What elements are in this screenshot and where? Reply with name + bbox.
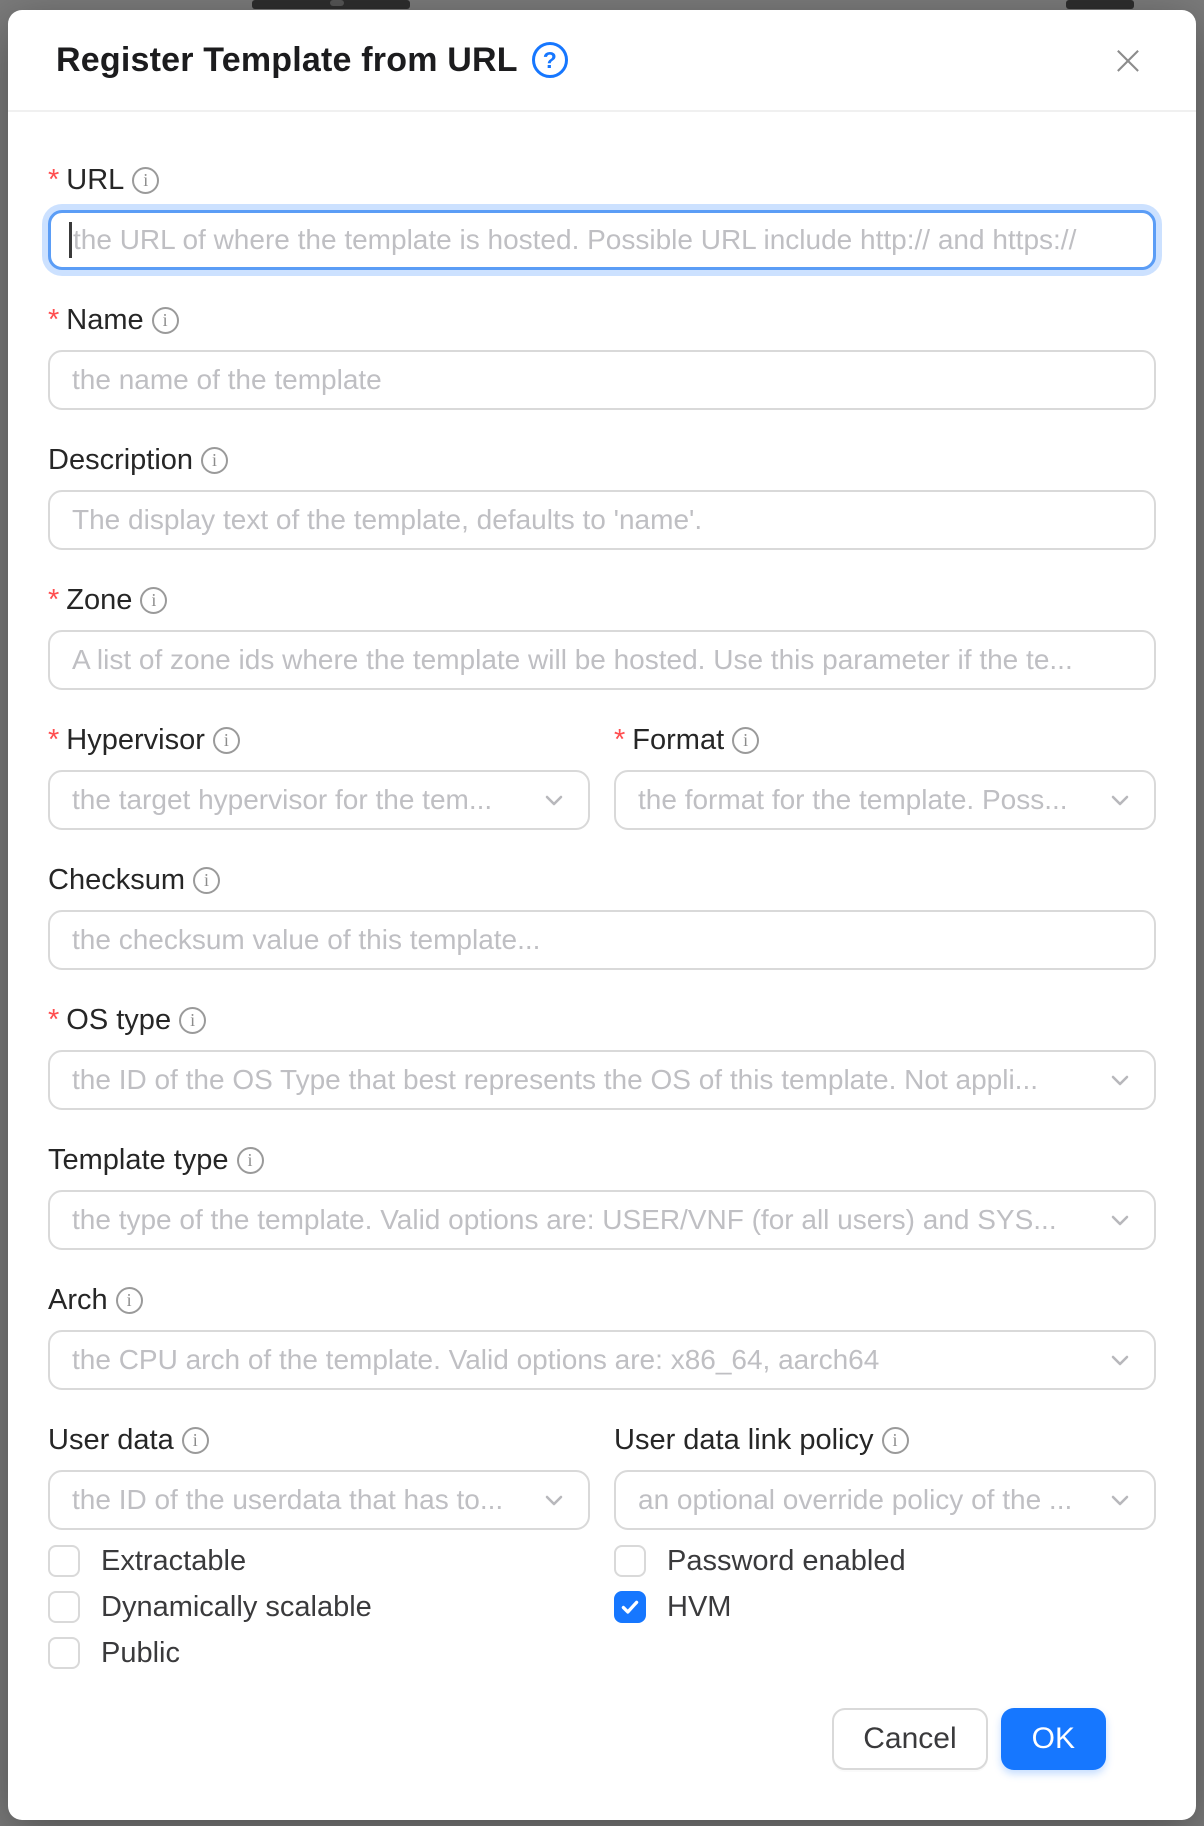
required-mark: *: [48, 164, 60, 196]
checkbox-label: HVM: [667, 1590, 732, 1623]
chevron-down-icon: [542, 1488, 566, 1512]
close-icon[interactable]: ×: [1110, 35, 1146, 84]
os-type-select[interactable]: [48, 1050, 1156, 1110]
select-placeholder: the ID of the OS Type that best represents the OS of this template. Not appli...: [72, 1064, 1038, 1095]
modal-body: [8, 112, 1196, 1820]
info-icon[interactable]: i: [140, 587, 167, 614]
modal-title: Register Template from URL: [56, 40, 518, 79]
description-input[interactable]: [48, 490, 1156, 550]
background-content-fragment: [1066, 0, 1134, 9]
select-placeholder: the type of the template. Valid options are: USER/VNF (for all users) and SYS...: [72, 1204, 1057, 1235]
select-placeholder: the CPU arch of the template. Valid options are: x86_64, aarch64: [72, 1344, 880, 1375]
form-item-name: [48, 302, 1156, 410]
checkbox-column-left: [48, 1538, 590, 1676]
info-icon[interactable]: i: [182, 1427, 209, 1454]
zone-select[interactable]: [48, 630, 1156, 690]
form-item-os-type: [48, 1002, 1156, 1110]
form-row-hypervisor-format: [48, 722, 1156, 830]
checkbox-label: Public: [101, 1636, 180, 1669]
field-label-description: [48, 442, 1156, 478]
form-item-user-data: [48, 1422, 590, 1530]
url-input[interactable]: [48, 210, 1156, 270]
form-item-zone: [48, 582, 1156, 690]
chevron-down-icon: [1108, 1348, 1132, 1372]
checkbox-extractable[interactable]: [48, 1538, 590, 1584]
info-icon[interactable]: i: [132, 167, 159, 194]
checkbox-label: Dynamically scalable: [101, 1590, 372, 1623]
field-label-text: Description: [48, 444, 194, 476]
required-mark: *: [48, 724, 60, 756]
field-label-text: Template type: [48, 1144, 229, 1176]
background-content-fragment: [330, 0, 344, 6]
user-data-select[interactable]: [48, 1470, 590, 1530]
info-icon[interactable]: i: [152, 307, 179, 334]
info-icon[interactable]: i: [237, 1147, 264, 1174]
question-circle-icon[interactable]: ?: [532, 42, 568, 78]
info-icon[interactable]: i: [193, 867, 220, 894]
hypervisor-select[interactable]: [48, 770, 590, 830]
checkbox-icon[interactable]: [614, 1591, 646, 1623]
field-label-checksum: [48, 862, 1156, 898]
info-icon[interactable]: i: [213, 727, 240, 754]
form-row-user-data: [48, 1422, 1156, 1530]
checkbox-column-right: [614, 1538, 1156, 1676]
form-item-template-type: [48, 1142, 1156, 1250]
field-label-os-type: [48, 1002, 1156, 1038]
info-icon[interactable]: i: [201, 447, 228, 474]
chevron-down-icon: [1108, 1068, 1132, 1092]
info-icon[interactable]: i: [732, 727, 759, 754]
checkbox-icon[interactable]: [48, 1545, 80, 1577]
checkbox-section: [48, 1538, 1156, 1676]
checkbox-icon[interactable]: [48, 1591, 80, 1623]
form-item-url: [48, 162, 1156, 270]
select-placeholder: the format for the template. Poss...: [638, 784, 1068, 815]
name-input[interactable]: [48, 350, 1156, 410]
select-placeholder: the target hypervisor for the tem...: [72, 784, 493, 815]
required-mark: *: [48, 1004, 60, 1036]
field-label-text: User data: [48, 1424, 174, 1456]
select-placeholder: A list of zone ids where the template will be hosted. Use this parameter if the te...: [72, 644, 1073, 675]
form-item-description: [48, 442, 1156, 550]
text-caret: [69, 222, 72, 258]
field-label-name: [48, 302, 1156, 338]
field-label-arch: [48, 1282, 1156, 1318]
checkbox-icon[interactable]: [614, 1545, 646, 1577]
form-item-arch: [48, 1282, 1156, 1390]
field-label-url: [48, 162, 1156, 198]
format-select[interactable]: [614, 770, 1156, 830]
checkbox-public[interactable]: [48, 1630, 590, 1676]
checkbox-label: Password enabled: [667, 1544, 906, 1577]
field-label-text: Checksum: [48, 864, 185, 896]
cancel-button[interactable]: Cancel: [832, 1708, 987, 1770]
field-label-user-data: [48, 1422, 590, 1458]
field-label-zone: [48, 582, 1156, 618]
ok-button[interactable]: OK: [1001, 1708, 1106, 1770]
select-placeholder: an optional override policy of the ...: [638, 1484, 1073, 1515]
arch-select[interactable]: [48, 1330, 1156, 1390]
chevron-down-icon: [542, 788, 566, 812]
modal-header: [8, 10, 1196, 112]
field-label-text: Name: [66, 304, 144, 336]
field-label-text: Arch: [48, 1284, 108, 1316]
chevron-down-icon: [1108, 1488, 1132, 1512]
form-item-checksum: [48, 862, 1156, 970]
field-label-hypervisor: [48, 722, 590, 758]
info-icon[interactable]: i: [882, 1427, 909, 1454]
info-icon[interactable]: i: [179, 1007, 206, 1034]
field-label-text: Hypervisor: [66, 724, 205, 756]
user-data-link-policy-select[interactable]: [614, 1470, 1156, 1530]
form-item-format: [614, 722, 1156, 830]
info-icon[interactable]: i: [116, 1287, 143, 1314]
required-mark: *: [48, 304, 60, 336]
form-item-hypervisor: [48, 722, 590, 830]
select-placeholder: the ID of the userdata that has to...: [72, 1484, 504, 1515]
check-icon: [619, 1596, 641, 1618]
field-label-text: OS type: [66, 1004, 172, 1036]
chevron-down-icon: [1108, 788, 1132, 812]
field-label-user-data-link-policy: [614, 1422, 1156, 1458]
required-mark: *: [48, 584, 60, 616]
chevron-down-icon: [1108, 1208, 1132, 1232]
field-label-format: [614, 722, 1156, 758]
field-label-text: Format: [632, 724, 725, 756]
field-label-template-type: [48, 1142, 1156, 1178]
register-template-modal: [8, 10, 1196, 1820]
field-label-text: User data link policy: [614, 1424, 874, 1456]
checkbox-label: Extractable: [101, 1544, 247, 1577]
checkbox-password-enabled[interactable]: [614, 1538, 1156, 1584]
checkbox-dynamically-scalable[interactable]: [48, 1584, 590, 1630]
checkbox-icon[interactable]: [48, 1637, 80, 1669]
checkbox-hvm[interactable]: [614, 1584, 1156, 1630]
field-label-text: Zone: [66, 584, 133, 616]
modal-footer: [48, 1676, 1156, 1770]
template-type-select[interactable]: [48, 1190, 1156, 1250]
checksum-input[interactable]: [48, 910, 1156, 970]
form-item-user-data-link-policy: [614, 1422, 1156, 1530]
field-label-text: URL: [66, 164, 125, 196]
required-mark: *: [614, 724, 626, 756]
